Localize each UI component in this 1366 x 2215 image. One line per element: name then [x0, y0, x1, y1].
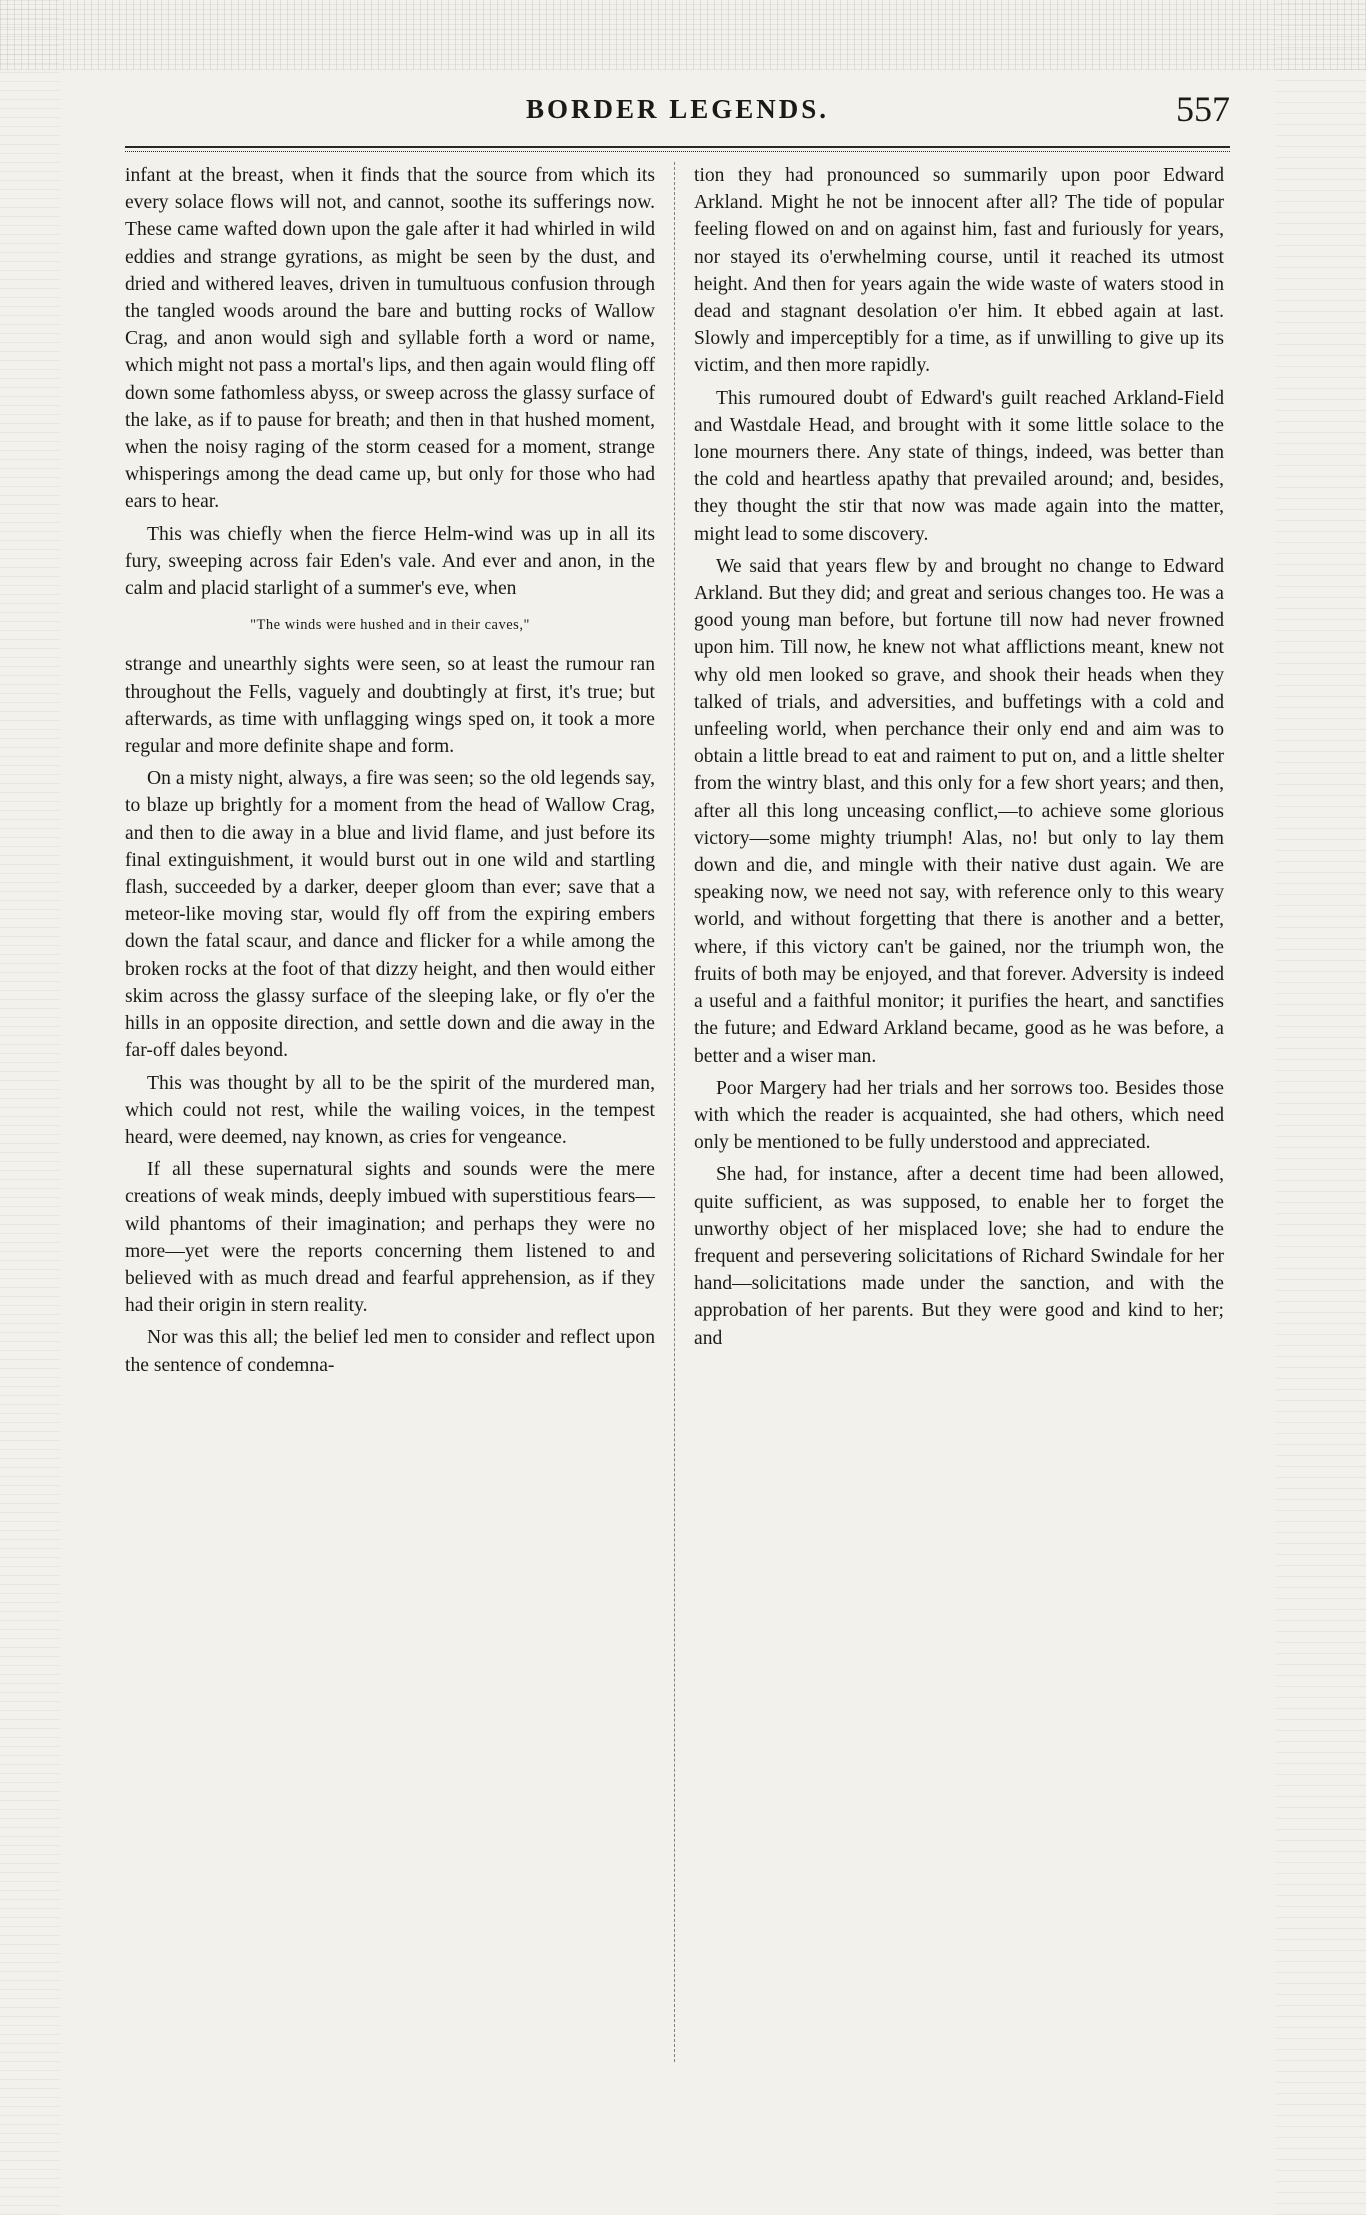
paragraph: On a misty night, always, a fire was seen; so the old legends say, to blaze up brightly for a moment from the head of Wallow Crag, and then to die away in a blue and livid flame, and just before its final extinguishment, it would burst out in one wild and startling flash, succeeded by a darker, deeper gloom than ever; save that a meteor-like moving star, would fly off from the expiring embers down the fatal scaur, and dance and flicker for a while among the broken rocks at the foot of that dizzy height, and then would either skim across the glassy surface of the sleeping lake, or fly o'er the hills in an opposite direction, and settle down and die away in the far-off dales beyond.	[125, 768, 655, 1062]
paragraph: This was chiefly when the fierce Helm-wind was up in all its fury, sweeping across fair Eden's vale. And ever and anon, in the calm and placid starlight of a summer's eve, when	[125, 523, 655, 600]
scan-noise-left	[0, 0, 60, 2215]
paragraph: We said that years flew by and brought no change to Edward Arkland. But they did; and great and serious changes too. He was a good young man before, but fortune till now had never frowned upon him. Till now, he knew not what afflictions meant, knew not why old men looked so grave, and shook their heads when they talked of trials, and adversities, and buffetings with a cold and unfeeling world, when perchance their only end and aim was to obtain a little bread to eat and raiment to put on, and a little shelter from the wintry blast, and this only for a few short years; and then, after all this long unceasing conflict,—to achieve some glorious victory—some mighty triumph! Alas, no! but only to lay them down and die, and mingle with their native dust again. We are speaking now, we need not say, with reference only to this weary world, and without forgetting that there is another and a better, where, if this victory can't be gained, nor the triumph won, the fruits of both may be enjoyed, and that forever. Adversity is indeed a useful and a faithful monitor; it purifies the heart, and sanctifies the future; and Edward Arkland became, good as he was before, a better and a wiser man.	[694, 555, 1224, 1067]
scan-noise-top	[0, 0, 1366, 70]
paragraph: If all these supernatural sights and sounds were the mere creations of weak minds, deeply imbued with superstitious fears—wild phantoms of their imagination; and perhaps they were no more—yet were the reports concerning them listened to and believed with as much dread and fearful apprehension, as if they had their origin in stern reality.	[125, 1159, 655, 1317]
paragraph: This rumoured doubt of Edward's guilt reached Arkland-Field and Wastdale Head, and brought with it some little solace to the lone mourners there. Any state of things, indeed, was better than the cold and heartless apathy that prevailed around; and, besides, they thought the stir that now was made again into the matter, might lead to some discovery.	[694, 387, 1224, 545]
running-title: BORDER LEGENDS.	[525, 94, 830, 124]
paragraph: strange and unearthly sights were seen, so at least the rumour ran throughout the Fells, vaguely and doubtingly at first, it's true; but afterwards, as time with unflagging wings sped on, it took a more regular and more definite shape and form.	[125, 654, 655, 758]
right-column	[694, 162, 1224, 1357]
paragraph: Nor was this all; the belief led men to consider and reflect upon the sentence of condemna-	[125, 1327, 655, 1376]
paragraph: This was thought by all to be the spirit of the murdered man, which could not rest, while the wailing voices, in the tempest heard, were deemed, nay known, as cries for vengeance.	[125, 1072, 655, 1148]
page-header	[125, 88, 1230, 138]
paragraph: Poor Margery had her trials and her sorrows too. Besides those with which the reader is acquainted, she had others, which need only be mentioned to be fully understood and appreciated.	[694, 1077, 1224, 1154]
paragraph: tion they had pronounced so summarily upon poor Edward Arkland. Might he not be innocent after all? The tide of popular feeling flowed on and on against him, fast and furiously for years, nor stayed its o'erwhelming course, until it reached its utmost height. And then for years again the wide waste of waters stood in dead and stagnant desolation o'er him. It ebbed again at last. Slowly and imperceptibly for a time, as if unwilling to give up its victim, and then more rapidly.	[694, 165, 1224, 377]
scan-noise-right	[1276, 0, 1366, 2215]
quotation: "The winds were hushed and in their caves,"	[250, 617, 530, 634]
page-number: 557	[1176, 89, 1230, 129]
left-column	[125, 162, 655, 1384]
column-divider	[674, 162, 675, 2062]
paragraph: She had, for instance, after a decent time had been allowed, quite sufficient, as was supposed, to enable her to forget the unworthy object of her misplaced love; she had to endure the frequent and persevering solicitations of Richard Swindale for her hand—solicitations made under the sanction, and with the approbation of her parents. But they were good and kind to her; and	[694, 1164, 1224, 1349]
header-rule	[125, 146, 1230, 152]
paragraph: infant at the breast, when it finds that the source from which its every solace flows will not, and cannot, soothe its sufferings now. These came wafted down upon the gale after it had whirled in wild eddies and strange gyrations, as might be seen by the dust, and dried and withered leaves, driven in tumultuous confusion through the tangled woods around the bare and butting rocks of Wallow Crag, and anon would sigh and syllable forth a word or name, which might not pass a mortal's lips, and then again would fling off down some fathomless abyss, or sweep across the glassy surface of the lake, as if to pause for breath; and then in that hushed moment, when the noisy raging of the storm ceased for a moment, strange whisperings among the dead came up, but only for those who had ears to hear.	[125, 165, 655, 513]
